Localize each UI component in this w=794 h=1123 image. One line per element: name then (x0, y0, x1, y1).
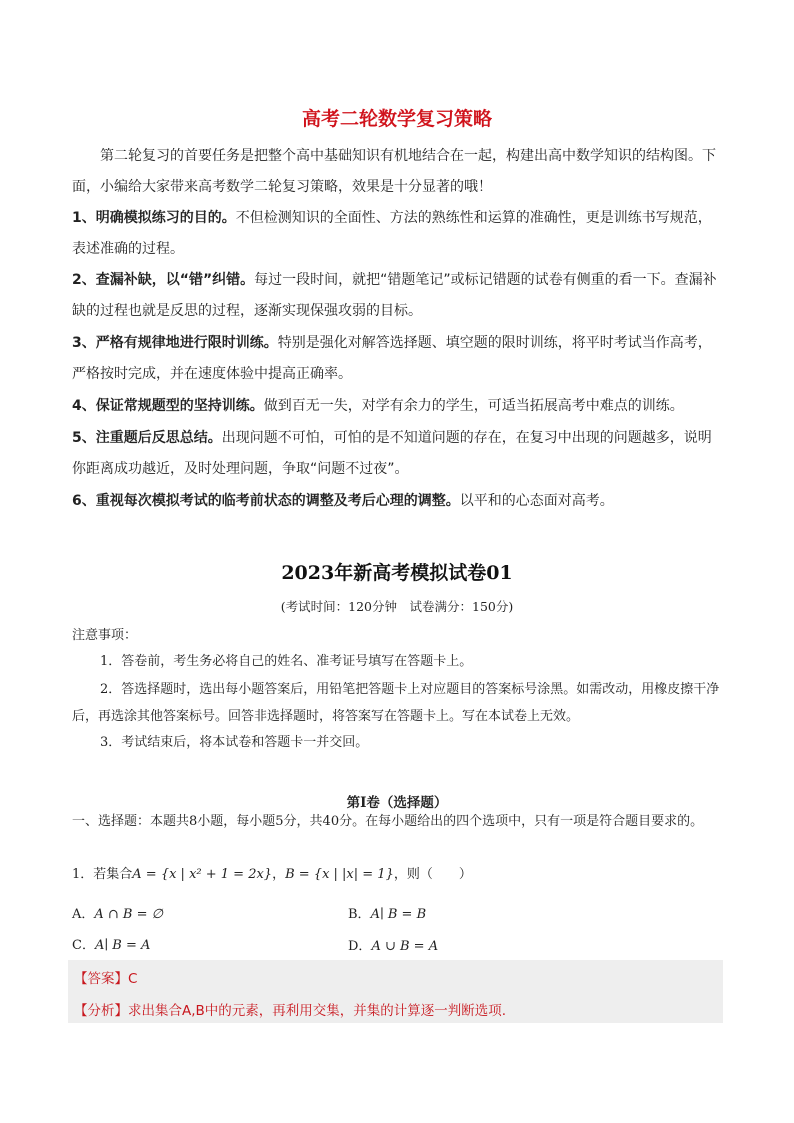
point-lead: 4、保证常规题型的坚持训练。 (72, 398, 264, 414)
notice-item-1: 1．答卷前，考生务必将自己的姓名、准考证号填写在答题卡上。 (100, 654, 473, 669)
point-lead: 3、严格有规律地进行限时训练。 (72, 335, 278, 351)
notice-heading: 注意事项： (72, 628, 138, 643)
section-title: 第Ⅰ卷（选择题） (346, 795, 448, 811)
point-lead: 6、重视每次模拟考试的临考前状态的调整及考后心理的调整。 (72, 493, 460, 509)
analysis-text: 求出集合A,B中的元素，再利用交集，并集的计算逐一判断选项. (128, 1003, 507, 1019)
question-separator: ， (272, 867, 286, 882)
option-a[interactable] (72, 903, 163, 922)
exam-info: (考试时间：120分钟 试卷满分：150分) (280, 599, 514, 614)
option-label: C． (72, 938, 95, 953)
point-text: 出现问题不可怕，可怕的是不知道问题的存在，在复习中出现的问题越多，说明你距离成功越近，及时处理问题，争取“问题不过夜”。 (72, 430, 712, 477)
answer-line (74, 967, 137, 987)
strategy-point-3 (72, 328, 724, 390)
option-d[interactable] (348, 935, 438, 954)
strategy-point-4 (72, 391, 724, 422)
analysis-line (74, 999, 506, 1019)
set-b-expression: B = {x | |x| = 1} (285, 867, 394, 882)
question-prefix: 1．若集合 (72, 867, 133, 882)
point-text: 不但检测知识的全面性、方法的熟练性和运算的准确性，更是训练书写规范，表述准确的过程。 (72, 210, 712, 257)
option-text: A∣ B = B (370, 907, 427, 922)
strategy-point-1 (72, 203, 724, 265)
point-lead: 2、查漏补缺，以“错”纠错。 (72, 272, 255, 288)
option-b[interactable] (348, 903, 426, 922)
section-instruction (72, 811, 726, 832)
notice-item-2: 2．答选择题时，选出每小题答案后，用铅笔把答题卡上对应题目的答案标号涂黑。如需改动，用橡皮擦干净后，再选涂其他答案标号。回答非选择题时，将答案写在答题卡上。写在本试卷上无效。 (72, 682, 720, 724)
strategy-point-5 (72, 423, 724, 485)
strategy-point-2 (72, 265, 724, 327)
answer-tag: 【答案】 (74, 971, 128, 987)
point-text: 每过一段时间，就把“错题笔记”或标记错题的试卷有侧重的看一下。查漏补缺的过程也就是反思的过程，逐渐实现保强攻弱的目标。 (72, 272, 717, 319)
point-text: 特别是强化对解答选择题、填空题的限时训练，将平时考试当作高考，严格按时完成，并在速度体验中提高正确率。 (72, 335, 712, 382)
option-label: B． (348, 907, 371, 922)
point-text: 做到百无一失，对学有余力的学生，可适当拓展高考中难点的训练。 (263, 398, 684, 414)
option-text: A ∪ B = A (371, 939, 439, 954)
instruction-text: 一、选择题：本题共8小题，每小题5分，共40分。在每小题给出的四个选项中，只有一项是符合题目要求的。 (72, 814, 704, 829)
question-suffix: ，则（ ） (393, 867, 472, 882)
option-c[interactable] (72, 934, 150, 953)
notice-item-3: 3．考试结束后，将本试卷和答题卡一并交回。 (100, 735, 369, 750)
strategy-point-6 (72, 486, 724, 517)
option-label: A． (72, 907, 95, 922)
point-lead: 5、注重题后反思总结。 (72, 430, 222, 446)
point-text: 以平和的心态面对高考。 (459, 493, 614, 509)
exam-title: 2023年新高考模拟试卷01 (281, 562, 513, 584)
analysis-tag: 【分析】 (74, 1003, 128, 1019)
set-a-expression: A = {x | x² + 1 = 2x} (132, 867, 273, 882)
answer-value: C (128, 971, 138, 987)
option-text: A ∩ B = ∅ (94, 907, 163, 922)
option-text: A∣ B = A (94, 938, 151, 953)
strategy-title: 高考二轮数学复习策略 (301, 108, 492, 130)
point-lead: 1、明确模拟练习的目的。 (72, 210, 236, 226)
strategy-intro: 第二轮复习的首要任务是把整个高中基础知识有机地结合在一起，构建出高中数学知识的结构图。下面，小编给大家带来高考数学二轮复习策略，效果是十分显著的哦！ (72, 148, 716, 195)
option-label: D． (348, 939, 372, 954)
question-1 (72, 865, 472, 885)
